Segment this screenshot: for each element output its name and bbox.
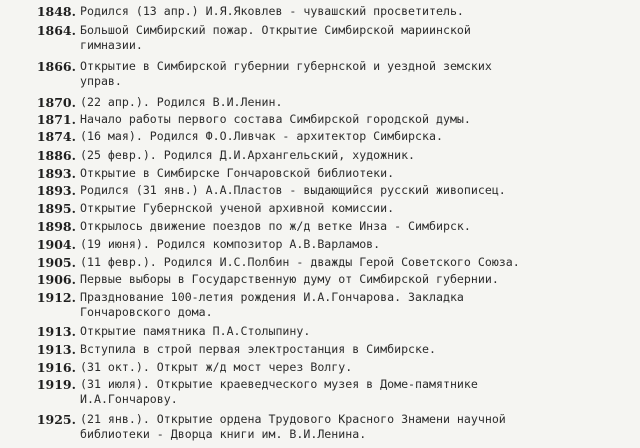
entry-year: 1886.	[36, 148, 76, 163]
entry-text	[80, 377, 636, 408]
entry-line: (21 янв.). Открытие ордена Трудового Красного Знамени научной	[80, 412, 506, 426]
entry-line: (31 окт.). Открыт ж/д мост через Волгу.	[80, 360, 353, 374]
entry-year: 1904.	[36, 237, 76, 252]
entry-year: 1916.	[36, 360, 76, 375]
entry-line: Начало работы первого состава Симбирской городской думы.	[80, 112, 471, 126]
entry-line: (16 мая). Родился Ф.О.Ливчак - архитектор Симбирска.	[80, 129, 443, 143]
entry-text	[80, 166, 636, 181]
entry-text	[80, 59, 636, 90]
entry-line: (19 июня). Родился композитор А.В.Варламов.	[80, 237, 381, 251]
entry-text	[80, 412, 636, 443]
entry-year: 1913.	[36, 342, 76, 357]
entry-line: (22 апр.). Родился В.И.Ленин.	[80, 95, 283, 109]
entry-year: 1864.	[36, 23, 76, 38]
entry-line: Гончаровского дома.	[80, 305, 213, 320]
entry-line: Открытие памятника П.А.Столыпину.	[80, 324, 311, 338]
entry-line: управ.	[80, 74, 122, 89]
entry-text	[80, 360, 636, 375]
entry-year: 1913.	[36, 324, 76, 339]
entry-year: 1870.	[36, 95, 76, 110]
entry-line: (25 февр.). Родился Д.И.Архангельский, художник.	[80, 148, 416, 162]
entry-line: Празднование 100-летия рождения И.А.Гончарова. Закладка	[80, 290, 464, 304]
entry-text	[80, 112, 636, 127]
entry-text	[80, 255, 636, 270]
entry-year: 1848.	[36, 4, 76, 19]
entry-text	[80, 201, 636, 216]
entry-year: 1898.	[36, 219, 76, 234]
entry-year: 1919.	[36, 377, 76, 392]
entry-line: (31 июля). Открытие краеведческого музея в Доме-памятнике	[80, 377, 478, 391]
entry-year: 1866.	[36, 59, 76, 74]
entry-year: 1871.	[36, 112, 76, 127]
entry-line: Открытие в Симбирске Гончаровской библиотеки.	[80, 166, 395, 180]
entry-line: Родился (31 янв.) А.А.Пластов - выдающийся русский живописец.	[80, 183, 506, 197]
entry-text	[80, 237, 636, 252]
entry-line: Вступила в строй первая электростанция в Симбирске.	[80, 342, 436, 356]
entry-year: 1874.	[36, 129, 76, 144]
entry-year: 1895.	[36, 201, 76, 216]
entry-year: 1905.	[36, 255, 76, 270]
entry-line: (11 февр.). Родился И.С.Полбин - дважды Герой Советского Союза.	[80, 255, 520, 269]
entry-text	[80, 219, 636, 234]
entry-line: Открытие Губернской ученой архивной комиссии.	[80, 201, 395, 215]
entry-text	[80, 183, 636, 198]
entry-year: 1912.	[36, 290, 76, 305]
entry-year: 1893.	[36, 166, 76, 181]
entry-text	[80, 23, 636, 54]
entry-year: 1893.	[36, 183, 76, 198]
entry-year: 1925.	[36, 412, 76, 427]
entry-text	[80, 95, 636, 110]
entry-line: Открылось движение поездов по ж/д ветке Инза - Симбирск.	[80, 219, 471, 233]
entry-line: Открытие в Симбирской губернии губернской и уездной земских	[80, 59, 492, 73]
entry-text	[80, 148, 636, 163]
entry-year: 1906.	[36, 272, 76, 287]
entry-line: Родился (13 апр.) И.Я.Яковлев - чувашский просветитель.	[80, 4, 464, 18]
entry-text	[80, 4, 636, 19]
entry-line: И.А.Гончарову.	[80, 392, 178, 407]
entry-text	[80, 324, 636, 339]
entry-text	[80, 290, 636, 321]
entry-text	[80, 129, 636, 144]
entry-line: Первые выборы в Государственную думу от Симбирской губернии.	[80, 272, 499, 286]
entry-text	[80, 272, 636, 287]
entry-text	[80, 342, 636, 357]
entry-line: библиотеки - Дворца книги им. В.И.Ленина.	[80, 427, 367, 442]
entry-line: Большой Симбирский пожар. Открытие Симбирской мариинской	[80, 23, 471, 37]
entry-line: гимназии.	[80, 38, 143, 53]
